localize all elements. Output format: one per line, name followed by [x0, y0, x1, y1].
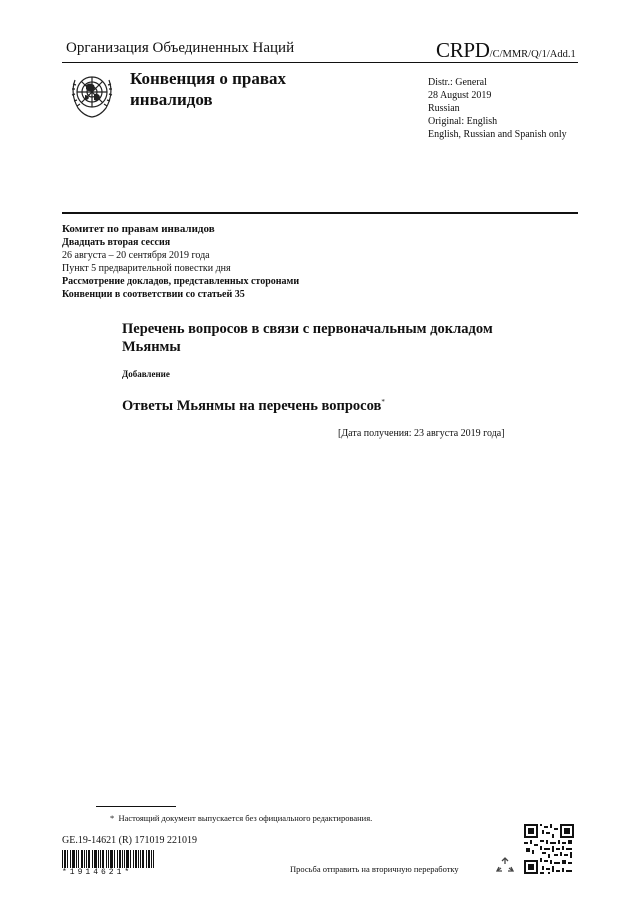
footnote-text: Настоящий документ выпускается без официального редактирования.: [118, 813, 373, 823]
header-rule: [62, 62, 578, 63]
barcode-icon: [62, 850, 154, 868]
committee-name: Комитет по правам инвалидов: [62, 223, 215, 235]
distr-languages-only: English, Russian and Spanish only: [428, 129, 567, 140]
barcode-text: *1914621*: [62, 868, 133, 877]
symbol-main: CRPD: [436, 38, 490, 62]
agenda-title-line2: Конвенции в соответствии со статьей 35: [62, 289, 245, 300]
agenda-item: Пункт 5 предварительной повестки дня: [62, 263, 231, 274]
committee-block: [62, 222, 299, 301]
replies-title-text: Ответы Мьянмы на перечень вопросов: [122, 398, 382, 414]
agenda-title-line1: Рассмотрение докладов, представленных сторонами: [62, 276, 300, 287]
received-date: [Дата получения: 23 августа 2019 года]: [338, 428, 505, 439]
session-dates: 26 августа – 20 сентября 2019 года: [62, 250, 210, 261]
organization-name: Организация Объединенных Наций: [66, 40, 295, 56]
recycle-note: Просьба отправить на вторичную переработку: [290, 864, 459, 874]
distr-original: Original: English: [428, 116, 498, 127]
distr-date: 28 August 2019: [428, 90, 492, 101]
symbol-suffix: /C/MMR/Q/1/Add.1: [489, 49, 576, 60]
document-heading: Перечень вопросов в связи с первоначальным докладом Мьянмы: [122, 321, 493, 355]
distribution-block: [428, 76, 567, 141]
replies-title: [122, 398, 385, 415]
section-rule: [62, 212, 578, 214]
convention-title: Конвенция о правах инвалидов: [130, 69, 287, 109]
ge-number: GE.19-14621 (R) 171019 221019: [62, 835, 197, 846]
distr-line: Distr.: General: [428, 77, 487, 88]
footnote-rule: [96, 806, 176, 807]
session: Двадцать вторая сессия: [62, 237, 171, 248]
document-symbol: [436, 38, 576, 63]
distr-language: Russian: [428, 103, 460, 114]
qr-code-icon: [524, 824, 574, 874]
footnote: [110, 813, 372, 823]
footnote-marker[interactable]: *: [381, 398, 385, 407]
addendum-label: Добавление: [122, 369, 170, 379]
un-emblem-icon: [66, 68, 118, 120]
footnote-marker-bottom: *: [110, 813, 115, 823]
recycle-icon: [496, 857, 514, 875]
